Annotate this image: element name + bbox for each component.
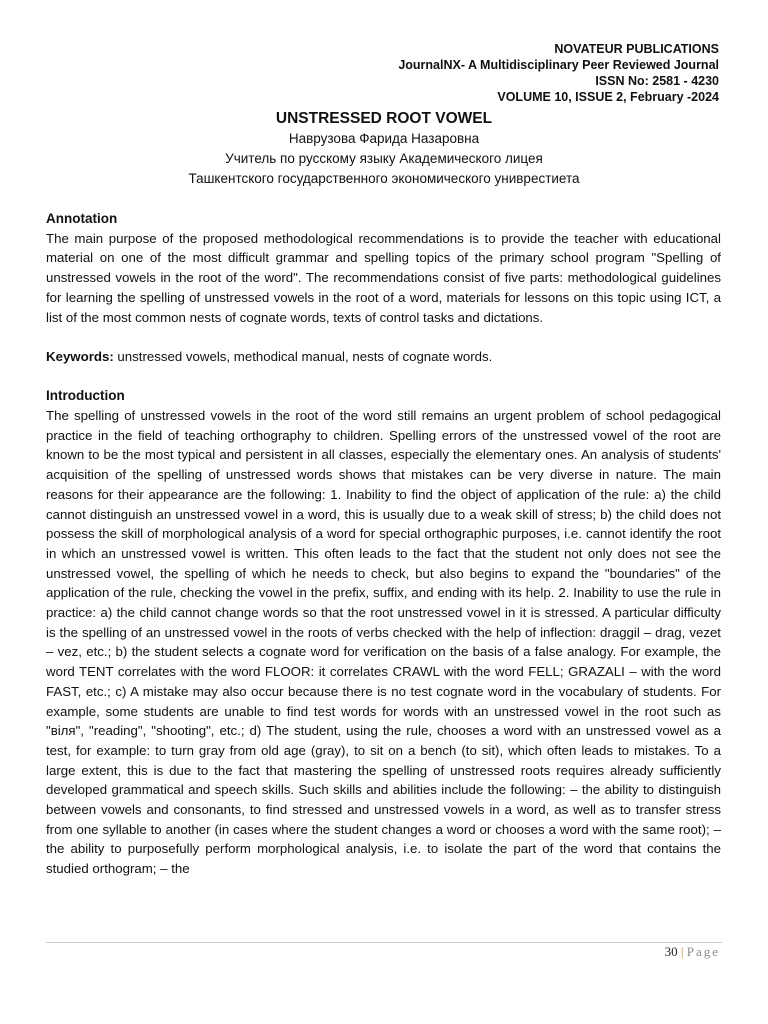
keywords-line [46, 347, 721, 367]
keywords-text: unstressed vowels, methodical manual, nests of cognate words. [113, 348, 493, 364]
introduction-text: The spelling of unstressed vowels in the root of the word still remains an urgent problem of school pedagogical practice in the field of teaching orthography to children. Spelling errors of the unstressed vowel of the root are known to be the most typical and persistent in all classes, especially the elementary ones. An analysis of students' acquisition of the spelling of unstressed words shows that mistakes can be very diverse in nature. The main reasons for their appearance are the following: 1. Inability to find the object of application of the rule: a) the child cannot distinguish an unstressed vowel in a word, this is usually due to a weak skill of stress; b) the child does not possess the skill of morphological analysis of a word for special orthographic purposes, i.e. cannot identify the root in which an unstressed vowel is written. This often leads to the fact that the student not only does not see the unstressed vowel, the spelling of which he needs to check, but also begins to expand the "boundaries" of the application of the rule, checking the vowel in the prefix, suffix, and ending with its help. 2. Inability to use the rule in practice: a) the child cannot change words so that the root unstressed vowel in it is stressed. A particular difficulty is the spelling of an unstressed vowel in the roots of verbs checked with the help of inflection: draggil – drag, vezet – vez, etc.; b) the student selects a cognate word for verification on the basis of a false analogy. For example, the word TENT correlates with the word FLOOR: it correlates CRAWL with the word FELL; GRAZALI – with the word FAST, etc.; c) A mistake may also occur because there is no test cognate word in the vocabulary of students. For example, some students are unable to find test words for words with an unstressed vowel in the root such as "віля", "reading", "shooting", etc.; d) The student, using the rule, chooses a word with an unstressed vowel as a test, for example: to turn gray from old age (gray), to sit on a bench (to sit), which often leads to mistakes. To a large extent, this is due to the fact that mastering the spelling of unstressed roots requires already sufficiently developed grammatical and speech skills. Such skills and abilities include the following: – the ability to distinguish between vowels and consonants, to find stressed and unstressed vowels in a word, as well as to transfer stress from one syllable to another (in cases where the student changes a word or chooses a word with the same root); – the ability to purposefully perform morphological analysis, i.e. to isolate the part of the word that contains the studied orthogram; – the [46, 408, 721, 877]
page-number: 30 [664, 944, 678, 959]
journal-name: JournalNX- A Multidisciplinary Peer Reviewed Journal [398, 58, 719, 72]
footer-separator: | [680, 944, 684, 959]
annotation-text: The main purpose of the proposed methodological recommendations is to provide the teacher with educational material on one of the most difficult grammar and spelling topics of the primary school program "Spelling of unstressed vowels in the root of the word". The recommendations consist of five parts: methodological guidelines for learning the spelling of unstressed vowels in the root of a word, materials for lessons on this topic using ICT, a list of the most common nests of cognate words, texts of control tasks and dictations. [46, 230, 721, 325]
article-title: UNSTRESSED ROOT VOWEL [275, 110, 493, 127]
article-body [46, 209, 721, 879]
introduction-heading: Introduction [46, 388, 125, 404]
keywords-label: Keywords: [46, 348, 114, 364]
page-footer [665, 944, 720, 960]
author-affiliation: Ташкентского государственного экономического униврестиета [188, 171, 580, 186]
author-position: Учитель по русскому языку Академического лицея [225, 151, 543, 166]
page-label: Page [686, 944, 720, 959]
title-block [0, 109, 768, 189]
annotation-heading: Annotation [46, 211, 118, 226]
footer-divider [46, 942, 722, 943]
publisher-name: NOVATEUR PUBLICATIONS [554, 42, 719, 56]
issn: ISSN No: 2581 - 4230 [595, 74, 719, 88]
volume-issue: VOLUME 10, ISSUE 2, February -2024 [497, 90, 719, 104]
journal-header [398, 41, 719, 105]
author-name: Наврузова Фарида Назаровна [288, 131, 480, 146]
